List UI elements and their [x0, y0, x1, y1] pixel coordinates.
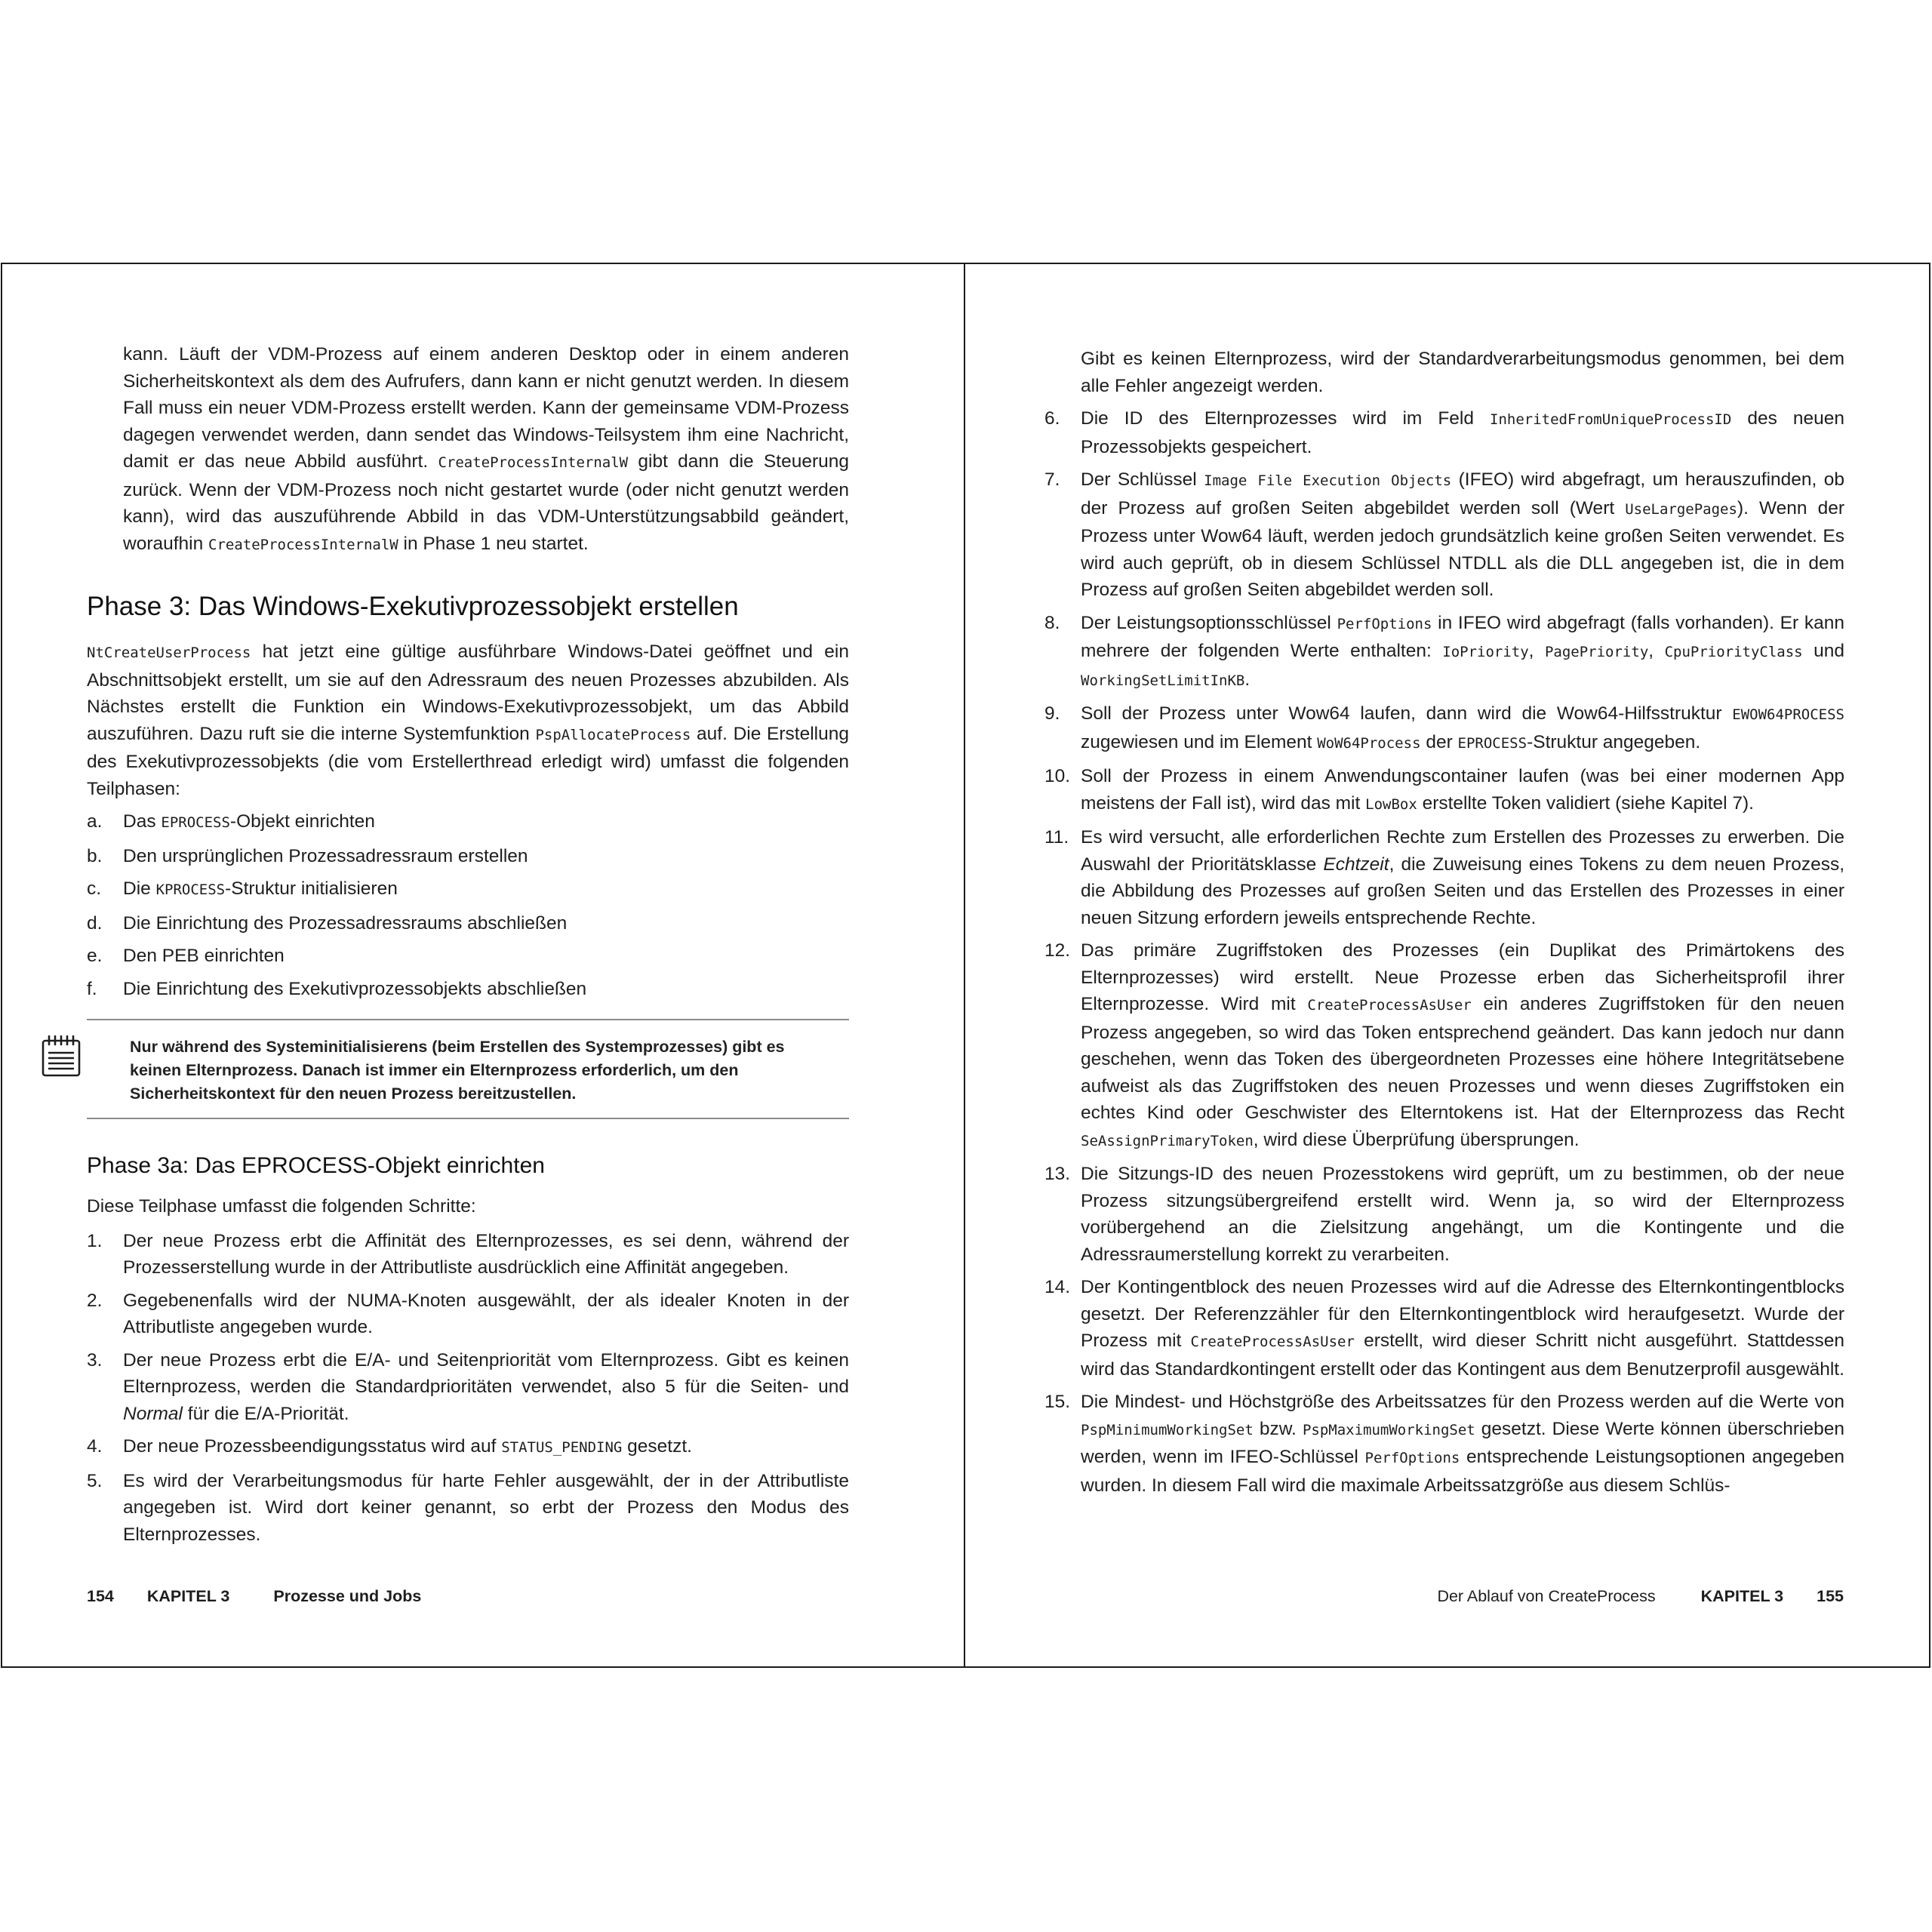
page-number-left: 154	[87, 1587, 114, 1605]
list-item-text	[123, 913, 567, 934]
text-run: Der Leistungsoptionsschlüssel	[1081, 612, 1337, 633]
chapter-title-left: Prozesse und Jobs	[273, 1587, 422, 1605]
list-item	[87, 1228, 849, 1281]
code-term: PerfOptions	[1364, 1450, 1460, 1466]
subphase-list	[87, 808, 849, 1002]
list-item-text	[123, 1350, 849, 1424]
text-run: ein anderes Zugriffstoken für den neuen Prozess angegeben, so wird das Token entsprechend geändert. Das kann jedoch nur dann geschehen, wenn das Token des übergeordneten Prozesses eine höhere Integritätsebene aufweist als das Zugriffstoken des neuen Prozesses und wenn dieses Zugriffstoken ein echtes Kind oder Geschwister des Elterntokens ist. Hat der Elternprozess das Recht	[1081, 994, 1844, 1123]
footer-right	[1437, 1585, 1844, 1607]
continuation-paragraph: Gibt es keinen Elternprozess, wird der Standardverarbeitungsmodus genommen, bei dem alle Fehler angezeigt werden.	[1081, 349, 1844, 396]
code-term: EWOW64PROCESS	[1732, 706, 1844, 723]
text-run: des neuen Prozessobjekts gespeichert.	[1081, 408, 1844, 457]
phase3a-steps-right	[1044, 405, 1845, 1499]
code-term: EPROCESS	[1457, 734, 1527, 752]
list-item	[87, 943, 849, 970]
list-marker: a.	[87, 811, 103, 832]
list-item	[87, 976, 849, 1003]
list-item	[87, 843, 849, 870]
phase3a-intro: Diese Teilphase umfasst die folgenden Schritte:	[87, 1196, 476, 1217]
list-marker: 5.	[87, 1470, 103, 1491]
code-term: PspAllocateProcess	[535, 726, 691, 743]
code-term: UseLargePages	[1625, 500, 1737, 518]
list-marker: 12.	[1044, 940, 1071, 961]
list-item-text	[123, 1436, 692, 1457]
emphasis-term: Normal	[123, 1403, 183, 1424]
list-item	[1044, 405, 1844, 460]
list-item-text	[1081, 827, 1844, 928]
list-item	[87, 1347, 849, 1428]
list-item	[1044, 937, 1844, 1155]
page-number-right: 155	[1817, 1587, 1844, 1605]
text-run: gesetzt.	[622, 1436, 692, 1457]
code-term: KPROCESS	[155, 881, 226, 898]
code-term: WoW64Process	[1317, 734, 1421, 752]
list-item-text	[1081, 940, 1844, 1150]
text-run: Die ID des Elternprozesses wird im Feld	[1081, 408, 1491, 429]
text-run: ,	[1648, 641, 1665, 661]
list-item	[87, 875, 849, 904]
list-item-text	[1081, 469, 1844, 600]
list-item	[1044, 1274, 1844, 1383]
list-marker: 3.	[87, 1349, 103, 1371]
list-item	[1044, 700, 1844, 757]
list-item-text	[123, 946, 285, 966]
text-run: Die Mindest- und Höchstgröße des Arbeitssatzes für den Prozess werden auf die Werte von	[1081, 1392, 1844, 1412]
text-run: gibt dann die Steuerung zurück. Wenn der VDM-Prozess noch nicht gestartet wurde (oder nicht genutzt werden kann), wird das auszuführende Abbild in das VDM-Unterstützungsabbild geändert, woraufhin	[123, 451, 849, 554]
list-item	[1044, 1389, 1845, 1499]
list-marker: 15.	[1044, 1392, 1071, 1412]
code-term: WorkingSetLimitInKB	[1081, 672, 1245, 689]
notepad-icon	[42, 1034, 81, 1078]
list-marker: 10.	[1044, 766, 1071, 786]
list-marker: f.	[87, 978, 97, 999]
code-term: PspMinimumWorkingSet	[1081, 1421, 1254, 1438]
text-run: Die	[123, 878, 156, 899]
list-item-text	[123, 878, 398, 899]
list-item-text	[123, 1471, 849, 1545]
code-term: InheritedFromUniqueProcessID	[1490, 411, 1732, 428]
list-marker: 11.	[1044, 827, 1069, 848]
text-run: in Phase 1 neu startet.	[398, 533, 589, 554]
text-run: Das primäre Zugriffstoken des Prozesses (ein Duplikat des Primärtokens des Elternprozesses) wird erstellt. Neue Prozesse erben das Sicherheitsprofil ihrer Elternprozesse. Wird mit	[1081, 940, 1844, 1014]
list-item-text	[1081, 613, 1844, 690]
section-title-right: Der Ablauf von CreateProcess	[1437, 1587, 1656, 1605]
text-run: ). Wenn der Prozess unter Wow64 läuft, werden jedoch grundsätzlich keine großen Seiten verwendet. Es wird auch geprüft, ob in diesem Schlüssel NTDLL als die DLL angegeben ist, die in dem Prozess auf großen Seiten abgebildet werden soll.	[1081, 497, 1844, 600]
list-marker: 9.	[1044, 703, 1060, 724]
list-item	[1044, 466, 1844, 604]
text-run: (IFEO) wird abgefragt, um herauszufinden, ob der Prozess auf großen Seiten abgebildet werden soll (Wert	[1081, 469, 1844, 518]
list-item-text	[123, 1231, 849, 1278]
list-item	[1044, 824, 1844, 931]
code-term: PspMaximumWorkingSet	[1302, 1421, 1475, 1438]
text-run: -Struktur initialisieren	[225, 878, 398, 899]
list-item-text	[123, 811, 375, 832]
text-run: Gegebenenfalls wird der NUMA-Knoten ausgewählt, der als idealer Knoten in der Attributliste angegeben wurde.	[123, 1290, 849, 1337]
code-term: CreateProcessInternalW	[208, 536, 398, 553]
phase3-paragraph	[87, 638, 849, 802]
code-term: SeAssignPrimaryToken	[1081, 1132, 1254, 1149]
list-marker: c.	[87, 878, 102, 899]
text-run: zugewiesen und im Element	[1081, 731, 1318, 752]
text-run: Die Sitzungs-ID des neuen Prozesstokens wird geprüft, um zu bestimmen, ob der neue Prozess sitzungsübergreifend erstellt wird. Wenn ja, so wird der Elternprozess vorübergehend an die Zielsitzung angehängt, um die Kontingente und die Adressraumerstellung korrekt zu verarbeiten.	[1081, 1164, 1844, 1265]
list-marker: 2.	[87, 1290, 103, 1311]
list-item	[87, 1468, 849, 1549]
list-marker: 13.	[1044, 1164, 1071, 1184]
text-run: Der neue Prozess erbt die E/A- und Seitenpriorität vom Elternprozess. Gibt es keinen Elternprozess, werden die Standardprioritäten verwendet, also 5 für die Seiten- und	[123, 1349, 849, 1397]
list-item-text	[1081, 766, 1844, 814]
text-run: Soll der Prozess unter Wow64 laufen, dann wird die Wow64-Hilfsstruktur	[1081, 703, 1733, 724]
emphasis-term: Echtzeit	[1323, 854, 1389, 875]
code-term: CreateProcessAsUser	[1307, 997, 1472, 1014]
text-run: -Objekt einrichten	[229, 811, 375, 832]
text-run: Die Einrichtung des Prozessadressraums abschließen	[123, 912, 568, 934]
list-marker: 4.	[87, 1436, 103, 1457]
list-marker: 1.	[87, 1230, 103, 1251]
code-term: CreateProcessAsUser	[1190, 1334, 1355, 1350]
text-run: Es wird der Verarbeitungsmodus für harte Fehler ausgewählt, der in der Attributliste angegeben ist. Wird dort keiner genannt, so erbt der Prozess den Modus des Elternprozesses.	[123, 1470, 849, 1545]
list-item	[87, 808, 849, 837]
list-marker: d.	[87, 912, 103, 934]
list-marker: 7.	[1044, 469, 1060, 490]
text-run: Den ursprünglichen Prozessadressraum erstellen	[123, 845, 528, 866]
list-item	[1044, 610, 1844, 695]
text-run: Soll der Prozess in einem Anwendungscontainer laufen (was bei einer modernen App meistens der Fall ist), wird das mit	[1081, 766, 1844, 814]
text-run: auf. Die Erstellung des Exekutivprozessobjekts (die vom Erstellerthread erledigt wird) umfasst die folgenden Teilphasen:	[87, 723, 850, 799]
list-marker: e.	[87, 946, 103, 966]
chapter-label-right: KAPITEL 3	[1700, 1587, 1784, 1605]
text-run: in IFEO wird abgefragt (falls vorhanden). Er kann mehrere der folgenden Werte enthalten:	[1081, 612, 1844, 661]
right-page	[1044, 346, 1845, 1505]
text-run: und	[1802, 641, 1844, 661]
code-term: CpuPriorityClass	[1664, 644, 1803, 660]
list-marker: 14.	[1044, 1277, 1071, 1297]
text-run: für die E/A-Priorität.	[182, 1403, 349, 1424]
list-item	[87, 910, 849, 937]
text-run: entsprechende Leistungsoptionen angegeben wurden. In diesem Fall wird die maximale Arbeitssatzgröße aus diesem Schlüs-	[1081, 1447, 1844, 1496]
intro-paragraph	[87, 341, 849, 558]
list-item-text	[1081, 1277, 1844, 1380]
text-run: Der Schlüssel	[1081, 469, 1204, 490]
list-item-text	[1081, 703, 1844, 752]
code-term: EPROCESS	[161, 814, 230, 831]
list-item	[1044, 763, 1844, 818]
note-text: Nur während des Systeminitialisierens (beim Erstellen des Systemprozesses) gibt es keinen Elternprozess. Danach ist immer ein Elternprozess erforderlich, um den Sicherheitskontext für den neuen Prozess bereitzustellen.	[130, 1038, 785, 1103]
list-marker: 8.	[1044, 612, 1060, 633]
text-run: -Struktur angegeben.	[1527, 731, 1701, 752]
text-run: Den PEB einrichten	[123, 946, 285, 966]
list-item-text	[1081, 1392, 1844, 1496]
footer-left	[87, 1585, 421, 1607]
list-item	[87, 1287, 849, 1341]
list-item-text	[1081, 1164, 1844, 1265]
chapter-label-left: KAPITEL 3	[146, 1587, 230, 1605]
text-run: Der neue Prozess erbt die Affinität des Elternprozesses, es sei denn, während der Prozesserstellung wurde in der Attributliste ausdrücklich eine Affinität angegeben.	[123, 1230, 849, 1278]
text-run: Der neue Prozessbeendigungsstatus wird auf	[123, 1436, 502, 1457]
phase3-heading: Phase 3: Das Windows-Exekutivprozessobjekt erstellen	[87, 592, 739, 621]
code-term: NtCreateUserProcess	[87, 645, 251, 661]
code-term: IoPriority	[1442, 644, 1529, 660]
text-run: der	[1420, 731, 1458, 752]
list-item	[1044, 1161, 1844, 1268]
page-divider	[964, 263, 965, 1668]
list-item	[87, 1433, 849, 1462]
text-run: bzw.	[1253, 1418, 1303, 1439]
code-term: STATUS_PENDING	[501, 1439, 623, 1456]
text-run: gesetzt. Diese Werte können überschrieben werden, wenn im IFEO-Schlüssel	[1081, 1418, 1845, 1467]
text-run: , wird diese Überprüfung übersprungen.	[1253, 1129, 1580, 1150]
text-run: Die Einrichtung des Exekutivprozessobjekts abschließen	[123, 978, 587, 999]
code-term: PagePriority	[1544, 644, 1649, 660]
list-item-text	[123, 1291, 849, 1338]
list-item-text	[1081, 408, 1844, 457]
text-run: Es wird versucht, alle erforderlichen Rechte zum Erstellen des Prozesses zu erwerben. Die Auswahl der Prioritätsklasse	[1081, 827, 1844, 875]
list-item-text	[123, 979, 586, 999]
list-marker: b.	[87, 845, 103, 866]
text-run: erstellt, wird dieser Schritt nicht ausgeführt. Stattdessen wird das Standardkontingent erstellt oder das Kontingent aus dem Benutzerprofil ausgewählt.	[1081, 1331, 1844, 1380]
note-box	[87, 1019, 849, 1119]
code-term: Image File Execution Objects	[1204, 472, 1452, 489]
code-term: PerfOptions	[1337, 615, 1432, 632]
code-term: CreateProcessInternalW	[438, 454, 629, 471]
phase3a-steps-left	[87, 1228, 849, 1549]
list-marker: 6.	[1044, 408, 1060, 429]
text-run: ,	[1528, 641, 1545, 661]
text-run: .	[1244, 669, 1251, 690]
text-run: erstellte Token validiert (siehe Kapitel 7).	[1417, 792, 1754, 814]
text-run: hat jetzt eine gültige ausführbare Windows-Datei geöffnet und ein Abschnittsobjekt erstellt, um sie auf den Adressraum des neuen Prozesses abzubilden. Als Nächstes erstellt die Funktion ein Windows-Exekutivprozessobjekt, um das Abbild auszuführen. Dazu ruft sie die interne Systemfunktion	[87, 641, 849, 744]
text-run: Das	[123, 811, 162, 832]
text-run: kann. Läuft der VDM-Prozess auf einem anderen Desktop oder in einem anderen Sicherheitskontext als dem des Aufrufers, dann kann er nicht genutzt werden. In diesem Fall muss ein neuer VDM-Prozess erstellt werden. Kann der gemeinsame VDM-Prozess dagegen verwendet werden, dann sendet das Windows-Teilsystem ihm eine Nachricht, damit er das neue Abbild ausführt.	[123, 344, 849, 472]
text-run: , die Zuweisung eines Tokens zu dem neuen Prozess, die Abbildung des Prozesses auf großen Seiten und das Erstellen des Prozesses in einer neuen Sitzung erfordern jeweils entsprechende Rechte.	[1081, 854, 1844, 928]
text-run: Der Kontingentblock des neuen Prozesses wird auf die Adresse des Elternkontingentblocks gesetzt. Der Referenzzähler für den Elternkontingentblock wird heraufgesetzt. Wurde der Prozess mit	[1081, 1277, 1844, 1351]
left-page	[87, 341, 849, 1554]
code-term: LowBox	[1365, 795, 1417, 813]
phase3a-heading: Phase 3a: Das EPROCESS-Objekt einrichten	[87, 1153, 545, 1178]
list-item-text	[123, 846, 528, 866]
